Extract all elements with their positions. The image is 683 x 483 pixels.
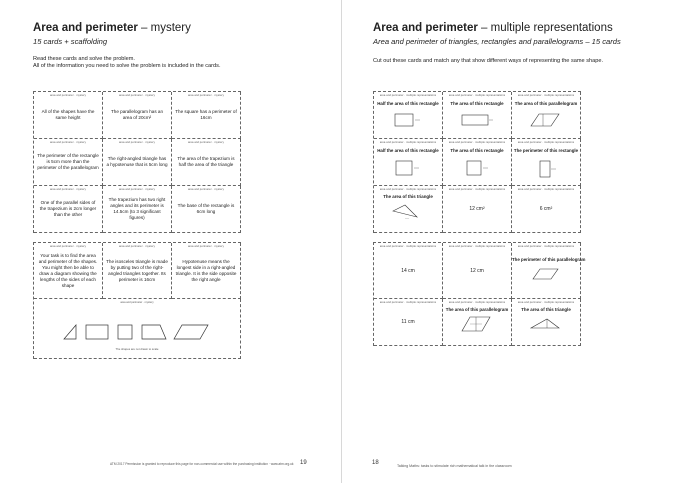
right-subtitle: Area and perimeter of triangles, rectangles and parallelograms – 15 cards — [373, 37, 621, 46]
card-value: 6 cm² — [539, 206, 553, 212]
card — [512, 92, 581, 139]
card-header: area and perimeter · multiple representations — [379, 94, 437, 97]
card — [443, 92, 512, 139]
card-text: Your task is to find the area and perimeter of the shapes. You might then be able to draw a diagram showing the lengths of the sides of each shape — [38, 252, 98, 288]
card-row — [374, 299, 581, 346]
card-header: area and perimeter · mystery — [49, 141, 87, 144]
card-text: The base of the rectangle is 6cm long — [177, 203, 235, 214]
card — [443, 243, 512, 299]
card — [374, 186, 443, 233]
card — [172, 139, 241, 186]
card-text: The square has a perimeter of 16cm — [175, 109, 237, 120]
card-title: The area of this rectangle — [450, 148, 504, 153]
parallelogram-diagram — [460, 315, 494, 333]
rectangle-diagram — [393, 159, 423, 177]
card — [172, 243, 241, 299]
card — [374, 139, 443, 186]
card-header: area and perimeter · multiple representations — [379, 245, 437, 248]
card-header: area and perimeter · mystery — [187, 188, 225, 191]
card-row — [374, 243, 586, 299]
card-header: area and perimeter · multiple representations — [379, 188, 437, 191]
card — [103, 92, 172, 139]
card — [374, 92, 443, 139]
left-subtitle: 15 cards + scaffolding — [33, 37, 108, 46]
left-page-number: 19 — [300, 460, 307, 466]
card-header: area and perimeter · multiple representations — [448, 141, 506, 144]
card-header: area and perimeter · mystery — [187, 94, 225, 97]
card-title: The area of this parallelogram — [445, 307, 509, 312]
card-title: The perimeter of this rectangle — [513, 148, 579, 153]
card-title: The area of this rectangle — [450, 101, 504, 106]
trapezium-shape — [142, 325, 166, 339]
card-text: The parallelogram has an area of 20cm² — [110, 109, 164, 120]
parallelogram-diagram — [529, 112, 563, 128]
card-row — [34, 139, 241, 186]
card-header: area and perimeter · mystery — [120, 301, 154, 304]
card-header: area and perimeter · multiple representations — [448, 245, 506, 248]
card — [374, 299, 443, 346]
card — [103, 243, 172, 299]
card-header: area and perimeter · multiple representations — [448, 301, 506, 304]
card-value: 12 cm² — [469, 206, 485, 212]
card-title: The perimeter of this parallelogram — [512, 257, 586, 262]
left-instruction-line: All of the information you need to solve the problem is included in the cards. — [33, 63, 221, 70]
shapes-note: The shapes are not drawn to scale — [115, 347, 159, 351]
card-row — [34, 243, 241, 299]
card-title: Half the area of this rectangle — [377, 148, 439, 153]
card-row — [34, 92, 241, 139]
card — [512, 299, 581, 346]
card — [443, 186, 512, 233]
card — [172, 92, 241, 139]
card — [512, 186, 581, 233]
left-page — [0, 0, 341, 483]
card — [34, 186, 103, 233]
card-header: area and perimeter · mystery — [187, 141, 225, 144]
card — [34, 92, 103, 139]
right-card-grid-1 — [373, 91, 581, 233]
card — [512, 139, 581, 186]
rectangle-diagram — [393, 112, 423, 128]
shapes-card — [34, 299, 241, 359]
card-header: area and perimeter · mystery — [118, 94, 156, 97]
card — [103, 139, 172, 186]
right-page — [342, 0, 683, 483]
card-text: The right-angled triangle has a hypotenuse that is 5cm long — [106, 156, 168, 167]
card-row — [374, 186, 581, 233]
left-instructions — [33, 56, 221, 71]
triangle-diagram — [391, 203, 425, 219]
mystery-shapes-illustration — [62, 321, 212, 341]
card-text: Hypotenuse means the longest side in a right-angled triangle. It is the side opposite the right angle — [175, 258, 237, 282]
card-row — [34, 299, 241, 359]
card-header: area and perimeter · multiple representations — [517, 94, 575, 97]
card-header: area and perimeter · multiple representations — [379, 301, 437, 304]
card — [34, 139, 103, 186]
rectangle-shape — [86, 325, 108, 339]
card-header: area and perimeter · multiple representations — [448, 94, 506, 97]
card-header: area and perimeter · multiple representations — [517, 188, 575, 191]
card — [443, 299, 512, 346]
card-text: One of the parallel sides of the trapezium is 2cm longer than the other — [39, 200, 97, 217]
card-row — [374, 92, 581, 139]
right-instructions: Cut out these cards and match any that show different ways of representing the same shape. — [373, 58, 603, 64]
parallelogram-shape — [174, 325, 208, 339]
left-footer: ATM 2017 Permission is granted to reproduce this page for non-commercial use within the purchasing institution · www.atm.org.uk — [110, 462, 294, 466]
card-value: 11 cm — [401, 319, 415, 325]
rectangle-diagram — [534, 159, 558, 179]
card-header: area and perimeter · multiple representations — [517, 141, 575, 144]
card-title: The area of this parallelogram — [514, 101, 578, 106]
card-header: area and perimeter · multiple representations — [517, 301, 575, 304]
card-title: The area of this triangle — [521, 307, 571, 312]
card-title: Half the area of this rectangle — [377, 101, 439, 106]
card-title: The area of this triangle — [383, 194, 433, 199]
left-card-grid-2 — [33, 242, 241, 359]
right-page-number: 18 — [372, 460, 379, 466]
right-triangle-shape — [64, 325, 76, 339]
card-value: 12 cm — [470, 267, 484, 274]
card-text: All of the shapes have the same height — [41, 109, 95, 120]
right-footer — [397, 464, 512, 468]
triangle-diagram — [529, 316, 563, 332]
card-row — [34, 186, 241, 233]
right-card-grid-2 — [373, 242, 586, 346]
square-shape — [118, 325, 132, 339]
card-row — [374, 139, 581, 186]
card-header: area and perimeter · mystery — [49, 188, 87, 191]
left-title-rest: mystery — [150, 22, 191, 34]
card-header: area and perimeter · multiple representations — [379, 141, 437, 144]
card — [172, 186, 241, 233]
card-header: area and perimeter · multiple representations — [448, 188, 506, 191]
right-page-title: Area and perimeter – multiple representations — [373, 22, 613, 34]
card-header: area and perimeter · multiple representations — [517, 245, 575, 248]
card-text: The trapezium has two right angles and its perimeter is 14.5cm (to 3 significant figures) — [108, 197, 166, 220]
left-card-grid-1 — [33, 91, 241, 233]
card — [443, 139, 512, 186]
card-text: The isosceles triangle is made by putting two of the right-angled triangles together. Its perimeter is 16cm — [106, 258, 168, 282]
right-title-rest: multiple representations — [490, 22, 613, 34]
card-header: area and perimeter · mystery — [49, 245, 87, 248]
card-header: area and perimeter · mystery — [118, 188, 156, 191]
right-title-bold: Area and perimeter — [373, 22, 478, 34]
card-text: The perimeter of the rectangle is 5cm more than the perimeter of the parallelogram — [37, 153, 99, 170]
right-footer-text: Talking Maths: tasks to stimulate rich mathematical talk in the classroom — [397, 464, 512, 468]
rectangle-diagram — [460, 112, 494, 128]
card — [512, 243, 586, 299]
parallelogram-diagram — [531, 267, 561, 281]
card-header: area and perimeter · mystery — [118, 141, 156, 144]
card-header: area and perimeter · mystery — [118, 245, 156, 248]
left-instruction-line: Read these cards and solve the problem. — [33, 56, 135, 62]
card-text: The area of the trapezium is half the area of the triangle — [177, 156, 235, 167]
card — [374, 243, 443, 299]
card-value: 14 cm — [401, 267, 415, 274]
card-header: area and perimeter · mystery — [49, 94, 87, 97]
left-title-bold: Area and perimeter — [33, 22, 138, 34]
card — [34, 243, 103, 299]
rectangle-diagram — [463, 159, 491, 177]
card — [103, 186, 172, 233]
left-page-title: Area and perimeter – mystery — [33, 22, 191, 34]
card-header: area and perimeter · mystery — [187, 245, 225, 248]
